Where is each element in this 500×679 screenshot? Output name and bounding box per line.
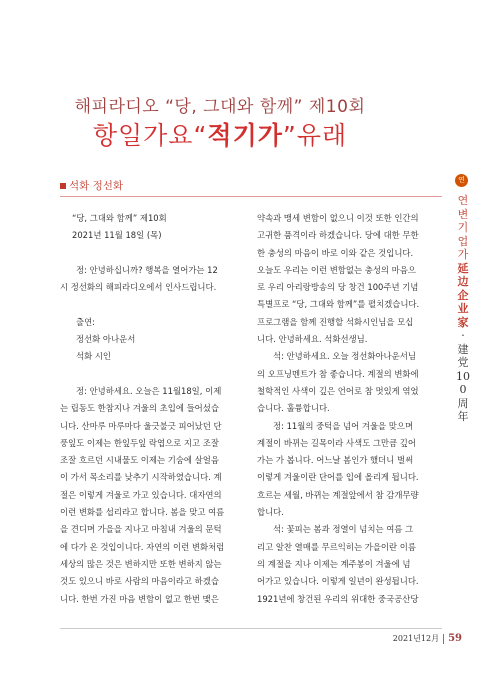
side-title-anniversary: ·建党100周年 xyxy=(456,329,470,423)
text-line: 정선화 아나운서 xyxy=(76,334,136,345)
magazine-side-title xyxy=(456,194,470,424)
text-line: 2021년 11월 18일 (목) xyxy=(72,230,162,241)
text-line: 을 견디며 가을을 지나고 마침내 겨울의 문턱 xyxy=(60,524,222,535)
text-line: 철학적인 사색이 깊은 언어로 참 멋있게 엮었 xyxy=(257,385,419,396)
text-line: 이런 변화를 섭리라고 합니다. 봄을 맞고 여름 xyxy=(60,507,225,518)
right-column xyxy=(257,210,447,608)
title-part-a: 항일가요“ xyxy=(92,121,208,150)
text-line: 고귀한 품격이라 하겠습니다. 당에 대한 무한 xyxy=(257,230,419,241)
text-line: 1921년에 창건된 우리의 위대한 중국공산당 xyxy=(257,593,419,604)
text-line: 정: 안녕하세요. 오늘은 11월18일, 이제 xyxy=(76,385,222,396)
text-line xyxy=(60,296,250,313)
text-line: 가는 가 봅니다. 어느날 봄인가 했더니 벌써 xyxy=(257,455,414,466)
text-line: 석: 안녕하세요. 오늘 정선화아나운서님 xyxy=(273,351,416,362)
text-line: 세상의 많은 것은 변하지만 또한 변하지 않는 xyxy=(60,558,222,569)
text-line: 니다. 안녕하세요. 석화선생님. xyxy=(257,334,368,345)
text-line: 절은 이렇게 겨울로 가고 있습니다. 대자연의 xyxy=(60,489,222,500)
page-number: 59 xyxy=(448,633,462,644)
text-line: 석: 꽃피는 봄과 정열이 넘치는 여름 그 xyxy=(273,524,414,535)
title-emphasis: 적기가 xyxy=(207,121,283,150)
text-line: 약속과 맹세 변함이 없으니 이것 또한 인간의 xyxy=(257,213,419,223)
text-line: 프로그램을 함께 진행할 석화시인님을 모십 xyxy=(257,316,414,327)
article-subtitle: 해피라디오 “당, 그대와 함께” 제10회 xyxy=(74,97,366,117)
text-line: 정: 안녕하십니까? 행복을 열어가는 12 xyxy=(76,264,218,275)
text-line: 에 다가 온 것입이니다. 자연의 이런 변화처럼 xyxy=(60,541,225,552)
article-title xyxy=(0,116,440,152)
text-line: 의 오프닝멘트가 참 좋습니다. 계절의 변화에 xyxy=(257,368,419,379)
text-line: 니다. 한번 가진 마음 변함이 없고 한번 맺은 xyxy=(60,593,219,604)
text-line: 정: 11월의 중턱을 넘어 겨울을 맞으며 xyxy=(273,420,414,431)
footer-divider xyxy=(60,628,442,629)
footer-separator xyxy=(443,634,444,644)
text-line: 이렇게 겨울이란 단어를 입에 올리게 됩니다. xyxy=(257,472,419,483)
text-line: “당, 그대와 함께” 제10회 xyxy=(72,213,167,223)
issue-date: 2021년12月 xyxy=(392,634,440,643)
text-line: 어가고 있습니다. 이렇게 일년이 완성됩니다. xyxy=(257,576,419,587)
text-line: 로 우리 아리랑방송의 당 창건 100주년 기념 xyxy=(257,282,419,293)
text-line: 합니다. xyxy=(257,507,284,518)
text-line: 니다. 산마루 마루마다 울긋불긋 피어났던 단 xyxy=(60,420,222,431)
text-line: 의 계절을 지나 이제는 계주봉이 겨울에 넘 xyxy=(257,558,411,569)
text-line: 흐르는 세월, 바뀌는 계절앞에서 참 감개무량 xyxy=(257,489,419,500)
text-line: 조잘 흐르던 시내물도 이제는 기숨에 살얼음 xyxy=(60,455,219,466)
text-line: 오늘도 우리는 이런 변함없는 충성의 마음으 xyxy=(257,264,416,275)
section-label xyxy=(60,178,123,193)
text-line: 것도 있으니 바로 사람의 마음이라고 하겠습 xyxy=(60,576,219,587)
text-line: 풍잎도 이제는 한잎두잎 락엽으로 지고 조잘 xyxy=(60,437,219,448)
page-footer xyxy=(393,633,462,644)
text-line: 습니다. 훌륭합니다. xyxy=(257,403,330,414)
square-bullet-icon xyxy=(60,183,66,189)
text-line: 는 립동도 한참지나 겨울의 초입에 들어섰습 xyxy=(60,403,219,414)
text-line xyxy=(60,245,250,262)
text-line: 리고 알찬 열매를 무르익히는 가을이란 이름 xyxy=(257,541,416,552)
text-line: 한 충성의 마음이 바로 이와 같은 것입니다. xyxy=(257,247,414,258)
text-line: 특별프로 “당, 그대와 함께”를 펼치겠습니다. xyxy=(257,299,420,310)
text-line: 시 정선화의 해피라디오에서 인사드립니다. xyxy=(60,282,217,293)
side-title-korean: 연변기업가 xyxy=(457,194,469,261)
magazine-badge-icon: 연 xyxy=(455,174,468,187)
text-line: 석화 시인 xyxy=(76,351,112,362)
text-line: 출연: xyxy=(76,316,96,327)
text-line xyxy=(60,366,250,383)
left-column xyxy=(60,210,250,608)
side-title-chinese: 延边企业家 xyxy=(457,261,469,329)
author-label: 석화 정선화 xyxy=(69,180,124,192)
title-part-c: ”유래 xyxy=(282,121,348,150)
header-divider xyxy=(60,196,442,197)
text-line: 이 가서 목소리를 낮추기 시작하였습니다. 계 xyxy=(60,472,222,483)
text-line: 계절이 바뀌는 길목이라 사색도 그만큼 깊어 xyxy=(257,437,416,448)
